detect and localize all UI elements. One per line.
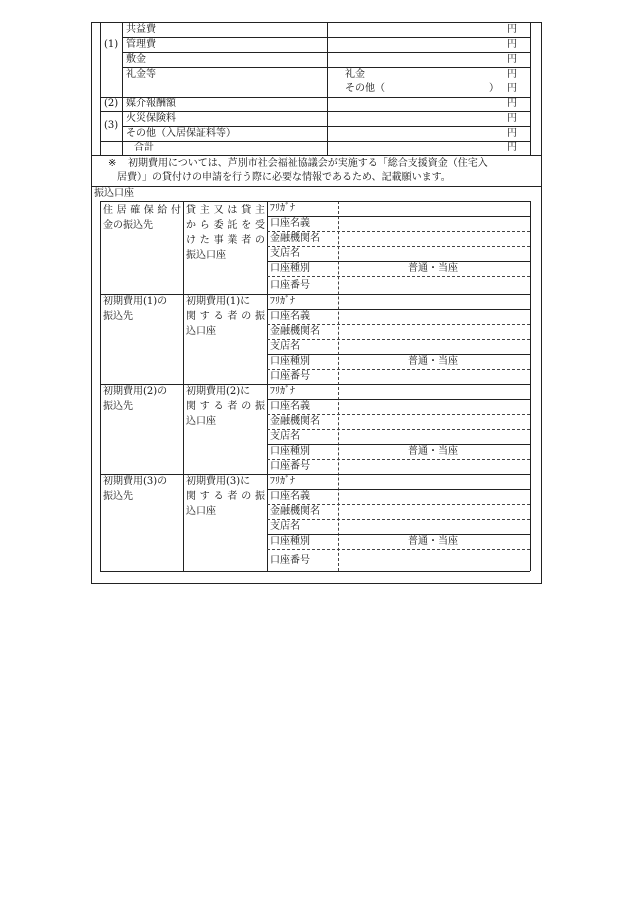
block3-col1-line1: 初期費用(2)の [103,386,168,397]
branch-name-label: 支店名 [270,431,300,442]
account-type-value: 普通・当座 [408,263,458,274]
account-type-value: 普通・当座 [408,356,458,367]
account-number-label: 口座番号 [270,461,310,472]
account-holder-label: 口座名義 [270,491,310,502]
block4-col2-line2: 関する者の振 [186,491,265,502]
fee-group-2-label: (2) [104,98,119,109]
yen-unit: 円 [507,98,517,109]
account-number-label: 口座番号 [270,371,310,382]
block1-col2-line1: 貸主又は貸主 [186,205,265,216]
bank-name-label: 金融機関名 [270,326,320,337]
yen-unit: 円 [507,69,517,80]
fee-reikin-sub-label: 礼金 [345,69,365,80]
block3-col2-line1: 初期費用(2)に [186,386,251,397]
account-number-label: 口座番号 [270,280,310,291]
block4-col1-line2: 振込先 [103,491,133,502]
block1-col2-line2: から委託を受 [186,220,265,231]
fee-sonota3-label: その他（入居保証料等） [126,128,236,139]
yen-unit: 円 [507,24,517,35]
bank-name-label: 金融機関名 [270,233,320,244]
yen-unit: 円 [507,54,517,65]
account-holder-label: 口座名義 [270,311,310,322]
block2-col1-line1: 初期費用(1)の [103,296,168,307]
block1-col1-line1: 住居確保給付 [103,205,181,216]
fee-kasai-label: 火災保険料 [126,113,176,124]
block2-col2-line3: 込口座 [186,326,216,337]
branch-name-label: 支店名 [270,341,300,352]
block2-col2-line2: 関する者の振 [186,311,265,322]
block3-col1-line2: 振込先 [103,401,133,412]
furigana-label: ﾌﾘｶﾞﾅ [270,386,295,397]
account-holder-label: 口座名義 [270,218,310,229]
bank-name-label: 金融機関名 [270,416,320,427]
account-type-label: 口座種別 [270,263,310,274]
fee-total-label: 合計 [134,142,154,153]
block2-col1-line2: 振込先 [103,311,133,322]
block3-col2-line2: 関する者の振 [186,401,265,412]
note-mark: ※ [108,158,117,169]
note-line-1: 初期費用については、芦別市社会福祉協議会が実施する「総合支援資金（住宅入 [128,158,488,169]
branch-name-label: 支店名 [270,248,300,259]
block1-col2-line4: 振込口座 [186,250,226,261]
block4-col1-line1: 初期費用(3)の [103,476,168,487]
block2-col2-line1: 初期費用(1)に [186,296,251,307]
yen-unit: 円 [507,142,517,153]
note-line-2: 居費）」の貸付けの申請を行う際に必要な情報であるため、記載願います。 [117,172,451,183]
fee-sonota-close: ） [489,83,499,94]
block4-col2-line1: 初期費用(3)に [186,476,251,487]
account-type-value: 普通・当座 [408,536,458,547]
account-type-label: 口座種別 [270,536,310,547]
account-type-label: 口座種別 [270,446,310,457]
block4-col2-line3: 込口座 [186,506,216,517]
account-type-value: 普通・当座 [408,446,458,457]
account-number-label: 口座番号 [270,555,310,566]
fee-kyoeki-label: 共益費 [126,24,156,35]
furigana-label: ﾌﾘｶﾞﾅ [270,476,295,487]
yen-unit: 円 [507,83,517,94]
account-holder-label: 口座名義 [270,401,310,412]
bank-name-label: 金融機関名 [270,506,320,517]
block3-col2-line3: 込口座 [186,416,216,427]
yen-unit: 円 [507,128,517,139]
fee-reikin-label: 礼金等 [126,69,156,80]
furigana-label: ﾌﾘｶﾞﾅ [270,203,295,214]
fee-group-3-label: (3) [104,120,119,131]
fee-baikai-label: 媒介報酬額 [126,98,176,109]
fee-kanri-label: 管理費 [126,39,156,50]
yen-unit: 円 [507,39,517,50]
block1-col1-line2: 金の振込先 [103,220,153,231]
fee-sonota-sub-label: その他（ [345,83,385,94]
block1-col2-line3: けた事業者の [186,235,265,246]
fee-shikikin-label: 敷金 [126,54,146,65]
transfer-section-title: 振込口座 [94,188,134,199]
fee-group-1-label: (1) [104,39,119,50]
account-type-label: 口座種別 [270,356,310,367]
furigana-label: ﾌﾘｶﾞﾅ [270,296,295,307]
yen-unit: 円 [507,113,517,124]
branch-name-label: 支店名 [270,521,300,532]
